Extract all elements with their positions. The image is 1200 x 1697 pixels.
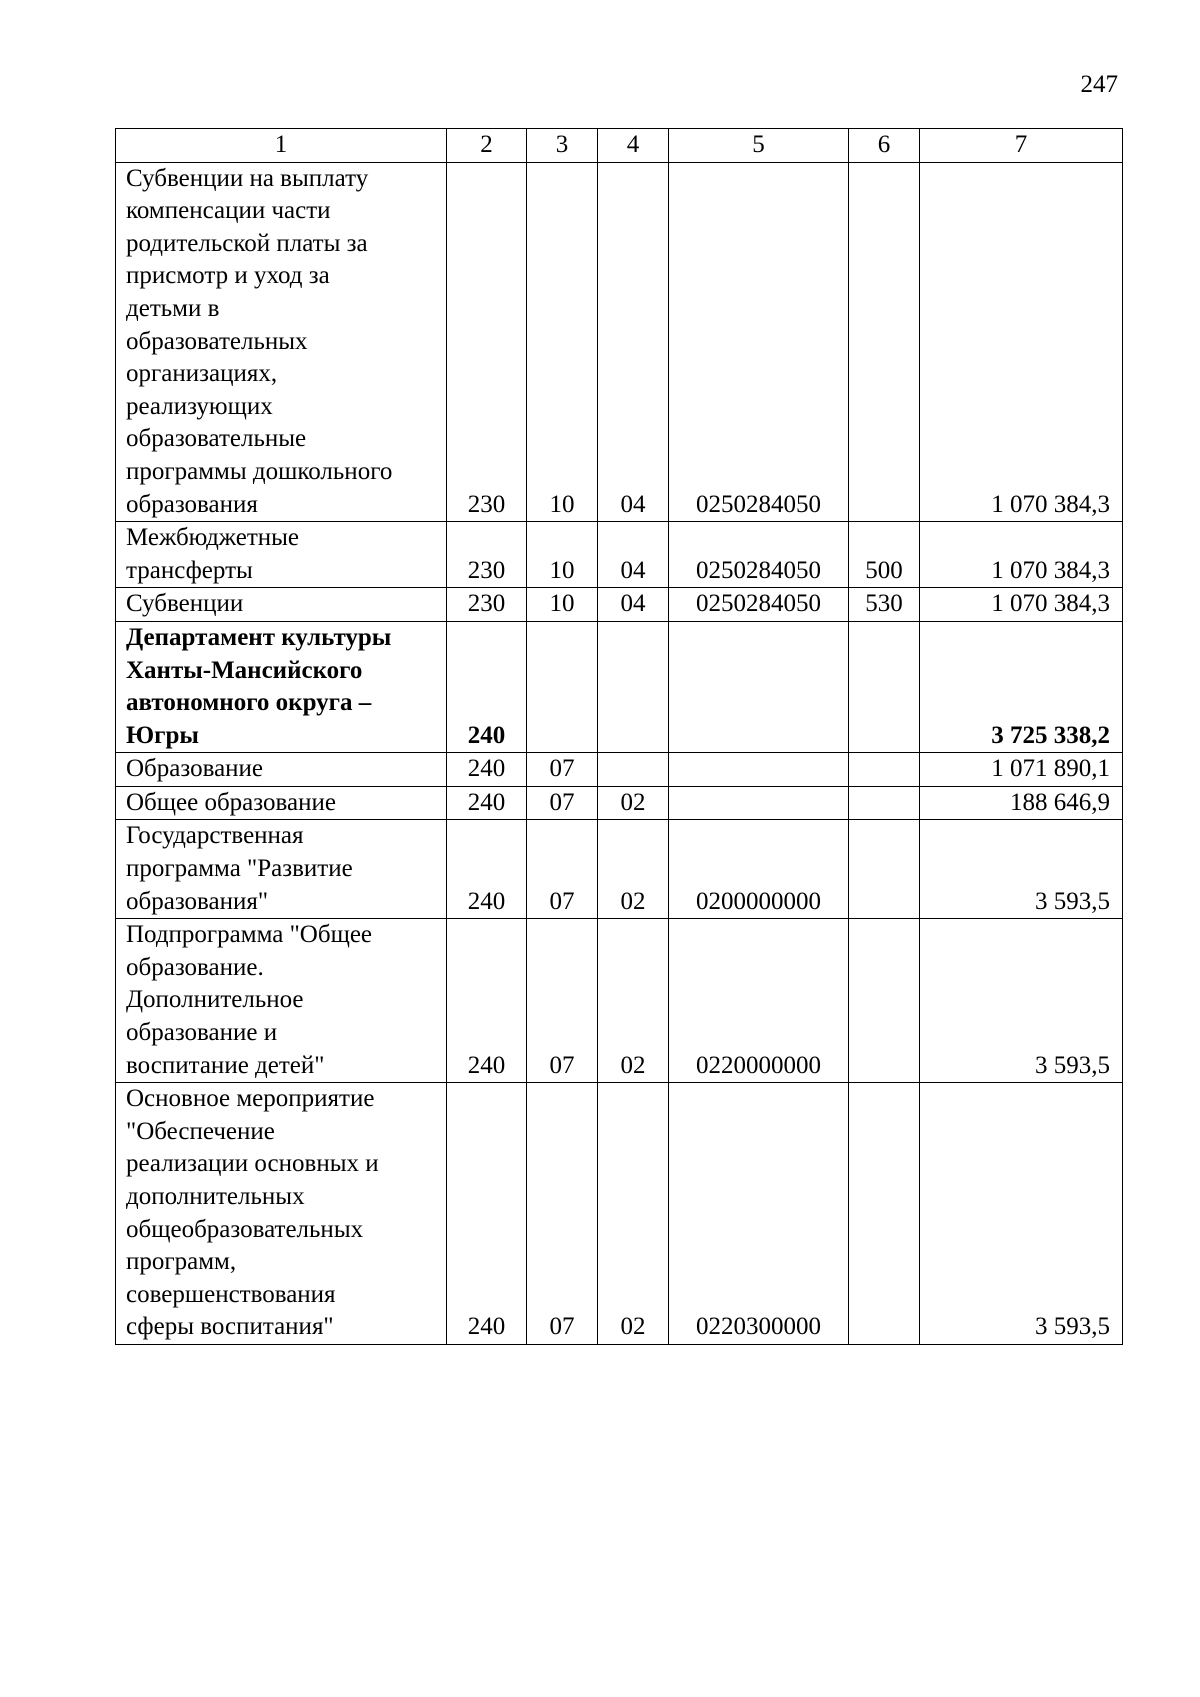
cell-expense-type [849, 1083, 920, 1345]
cell-expense-type [849, 820, 920, 919]
cell-amount: 1 070 384,3 [920, 522, 1123, 588]
cell-target-article: 0250284050 [669, 588, 849, 622]
cell-name [116, 1083, 447, 1345]
table-row [116, 786, 1123, 820]
cell-name-line: "Обеспечение [126, 1117, 275, 1145]
cell-section: 07 [527, 820, 598, 919]
cell-expense-type [849, 621, 920, 752]
cell-name-line: совершенствования [126, 1280, 336, 1308]
column-header: 5 [669, 129, 849, 163]
cell-name [116, 162, 447, 522]
cell-expense-type [849, 919, 920, 1083]
cell-section: 07 [527, 1083, 598, 1345]
cell-name [116, 786, 447, 820]
table-row [116, 753, 1123, 787]
cell-name-line: Образование [126, 755, 264, 783]
cell-amount: 3 593,5 [920, 1083, 1123, 1345]
cell-name-line: воспитание детей" [126, 1051, 325, 1079]
column-header: 6 [849, 129, 920, 163]
cell-target-article: 0200000000 [669, 820, 849, 919]
cell-admin-code: 240 [447, 1083, 527, 1345]
cell-name [116, 588, 447, 622]
cell-target-article [669, 786, 849, 820]
cell-name-line: сферы воспитания" [126, 1313, 334, 1341]
cell-name-line: образование и [126, 1019, 278, 1047]
cell-name-line: Общее образование [126, 788, 336, 816]
cell-target-article: 0220000000 [669, 919, 849, 1083]
column-header: 7 [920, 129, 1123, 163]
cell-admin-code: 240 [447, 919, 527, 1083]
table-header-row [116, 129, 1123, 163]
cell-expense-type: 530 [849, 588, 920, 622]
cell-amount: 3 593,5 [920, 820, 1123, 919]
cell-expense-type [849, 753, 920, 787]
cell-admin-code: 240 [447, 753, 527, 787]
budget-table [115, 128, 1123, 1345]
column-header: 1 [116, 129, 447, 163]
cell-name-line: Ханты-Мансийского [126, 656, 363, 684]
cell-amount: 1 071 890,1 [920, 753, 1123, 787]
table-row [116, 162, 1123, 522]
cell-name-line: Подпрограмма "Общее [126, 921, 373, 949]
cell-name-line: автономного округа – [126, 689, 372, 717]
cell-target-article [669, 753, 849, 787]
cell-subsection [598, 753, 669, 787]
cell-name-line: присмотр и уход за [126, 262, 330, 290]
cell-name [116, 621, 447, 752]
cell-target-article: 0250284050 [669, 522, 849, 588]
cell-name-line: Субвенции [126, 590, 244, 618]
cell-subsection: 02 [598, 919, 669, 1083]
cell-name [116, 522, 447, 588]
cell-section [527, 621, 598, 752]
cell-subsection [598, 621, 669, 752]
cell-name-line: трансферты [126, 556, 253, 584]
cell-name-line: Основное мероприятие [126, 1085, 375, 1113]
cell-section: 07 [527, 919, 598, 1083]
cell-expense-type [849, 786, 920, 820]
table-row [116, 522, 1123, 588]
cell-name-line: образование. [126, 953, 264, 981]
cell-subsection: 04 [598, 162, 669, 522]
cell-admin-code: 230 [447, 522, 527, 588]
cell-subsection: 02 [598, 820, 669, 919]
cell-name-line: Дополнительное [126, 986, 304, 1014]
cell-subsection: 04 [598, 588, 669, 622]
cell-amount: 3 725 338,2 [920, 621, 1123, 752]
table-row [116, 621, 1123, 752]
cell-name-line: образовательных [126, 327, 308, 355]
cell-section: 07 [527, 786, 598, 820]
cell-subsection: 02 [598, 1083, 669, 1345]
cell-name-line: образовательные [126, 425, 307, 453]
cell-name-line: образования" [126, 887, 269, 915]
cell-name-line: Межбюджетные [126, 524, 300, 552]
cell-admin-code: 240 [447, 820, 527, 919]
cell-admin-code: 230 [447, 588, 527, 622]
table-row [116, 820, 1123, 919]
cell-target-article: 0250284050 [669, 162, 849, 522]
cell-expense-type: 500 [849, 522, 920, 588]
cell-target-article [669, 621, 849, 752]
cell-name-line: общеобразовательных [126, 1215, 364, 1243]
table-row [116, 588, 1123, 622]
page-number: 247 [1080, 71, 1118, 98]
cell-expense-type [849, 162, 920, 522]
cell-section: 10 [527, 588, 598, 622]
cell-name-line: Государственная [126, 822, 304, 850]
cell-name-line: реализующих [126, 392, 273, 420]
cell-name-line: родительской платы за [126, 229, 368, 257]
cell-name-line: реализации основных и [126, 1150, 379, 1178]
cell-section: 10 [527, 162, 598, 522]
cell-name-line: образования [126, 490, 258, 518]
cell-name-line: программ, [126, 1248, 237, 1276]
cell-subsection: 04 [598, 522, 669, 588]
cell-name-line: детьми в [126, 294, 220, 322]
table-row [116, 1083, 1123, 1345]
cell-name [116, 753, 447, 787]
cell-admin-code: 240 [447, 621, 527, 752]
table-row [116, 919, 1123, 1083]
cell-amount: 1 070 384,3 [920, 162, 1123, 522]
cell-name-line: Югры [126, 721, 199, 749]
cell-subsection: 02 [598, 786, 669, 820]
cell-name-line: компенсации части [126, 197, 331, 225]
cell-name-line: программа "Развитие [126, 855, 353, 883]
cell-target-article: 0220300000 [669, 1083, 849, 1345]
cell-name [116, 820, 447, 919]
cell-name-line: Департамент культуры [126, 623, 392, 651]
column-header: 4 [598, 129, 669, 163]
cell-admin-code: 240 [447, 786, 527, 820]
cell-amount: 188 646,9 [920, 786, 1123, 820]
cell-section: 07 [527, 753, 598, 787]
cell-admin-code: 230 [447, 162, 527, 522]
column-header: 3 [527, 129, 598, 163]
cell-name-line: организациях, [126, 360, 278, 388]
table-body [116, 129, 1123, 1345]
cell-amount: 3 593,5 [920, 919, 1123, 1083]
cell-name-line: программы дошкольного [126, 457, 393, 485]
cell-amount: 1 070 384,3 [920, 588, 1123, 622]
cell-name-line: Субвенции на выплату [126, 164, 369, 192]
cell-name [116, 919, 447, 1083]
cell-section: 10 [527, 522, 598, 588]
cell-name-line: дополнительных [126, 1183, 305, 1210]
column-header: 2 [447, 129, 527, 163]
